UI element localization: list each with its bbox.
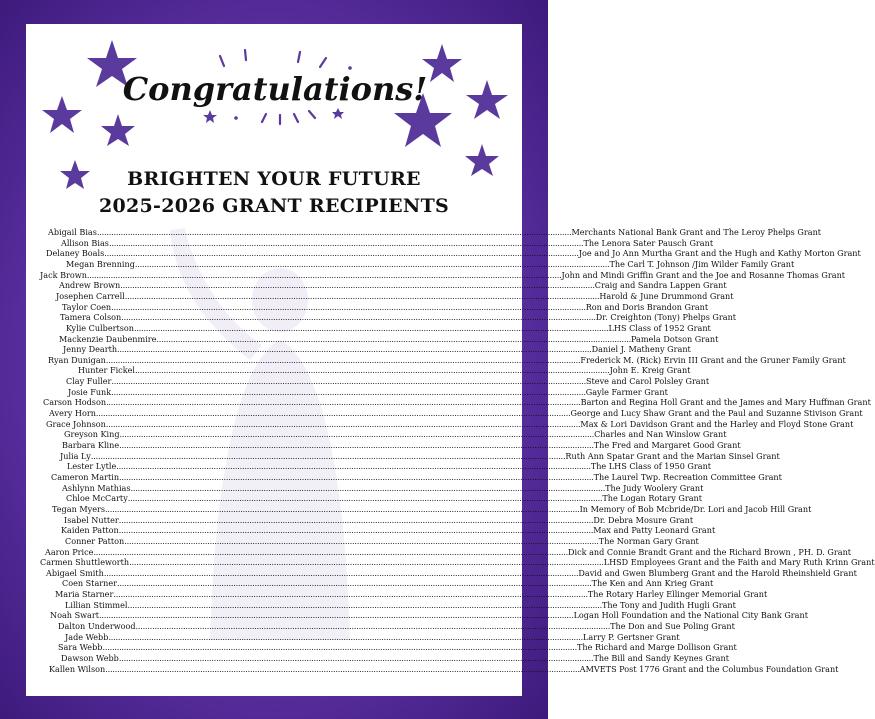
recipient-name: Abigael Smith xyxy=(46,567,104,578)
recipient-row xyxy=(62,301,709,313)
recipient-name: Andrew Brown xyxy=(59,280,121,291)
recipient-name: Coen Starner xyxy=(62,578,118,589)
recipient-row xyxy=(60,312,737,323)
recipient-name: Mackenzie Daubenmire xyxy=(59,333,157,344)
leader-dots: ........................................................................................................................................................................................................ xyxy=(105,354,581,365)
recipient-name: Kallen Wilson xyxy=(49,663,106,674)
recipient-row xyxy=(67,461,712,472)
grant-name: The Rotary Harley Ellinger Memorial Grant xyxy=(587,589,768,600)
recipient-name: Barbara Kline xyxy=(62,440,120,450)
grant-name: The LHS Class of 1950 Grant xyxy=(590,461,712,472)
grant-name: The Carl T. Johnson /Jim Wilder Family Grant xyxy=(609,258,795,269)
title-line-1: BRIGHTEN YOUR FUTURE xyxy=(127,168,421,190)
recipient-row xyxy=(64,429,727,440)
leader-dots: ........................................................................................................................................................................................................ xyxy=(104,248,579,259)
leader-dots: ........................................................................................................................................................................................................ xyxy=(105,663,580,674)
recipient-name: Carson Hodson xyxy=(43,397,107,408)
recipient-row xyxy=(59,333,719,345)
grant-name: AMVETS Post 1776 Grant and the Columbus Foundation Grant xyxy=(579,663,839,674)
grant-name: Ruth Ann Spatar Grant and the Marian Sinsel Grant xyxy=(565,450,780,461)
title-line-2: 2025-2026 GRANT RECIPIENTS xyxy=(98,195,450,217)
grant-name: Craig and Sandra Lappen Grant xyxy=(594,280,727,291)
recipient-row xyxy=(43,397,871,408)
leader-dots: ........................................................................................................................................................................................................ xyxy=(134,258,610,269)
grant-name: The Don and Sue Poling Grant xyxy=(610,621,735,632)
grant-name: In Memory of Bob Mcbride/Dr. Lori and Jacob Hill Grant xyxy=(579,503,812,514)
recipient-name: Aaron Price xyxy=(45,546,94,557)
recipient-name: Tamera Colson xyxy=(60,312,122,323)
leader-dots: ........................................................................................................................................................................................................ xyxy=(95,408,571,419)
leader-dots: ........................................................................................................................................................................................................ xyxy=(113,589,588,600)
leader-dots: ........................................................................................................................................................................................................ xyxy=(120,280,595,291)
leader-dots: ........................................................................................................................................................................................................ xyxy=(117,344,592,355)
star-icon xyxy=(466,80,508,119)
recipient-name: Chloe McCarty xyxy=(66,493,128,504)
leader-dots: ........................................................................................................................................................................................................ xyxy=(118,514,594,525)
recipient-row xyxy=(56,290,734,302)
leader-dots: ........................................................................................................................................................................................................ xyxy=(127,493,603,504)
leader-dots: ........................................................................................................................................................................................................ xyxy=(116,461,591,472)
recipient-row xyxy=(65,599,736,611)
leader-dots: ........................................................................................................................................................................................................ xyxy=(118,653,594,663)
recipient-name: Kylie Culbertson xyxy=(66,322,134,333)
recipient-name: Dawson Webb xyxy=(61,653,119,663)
recipient-row xyxy=(46,567,857,579)
grant-name: Barton and Regina Holl Grant and the James and Mary Huffman Grant xyxy=(580,397,871,408)
recipient-row xyxy=(65,631,680,643)
recipient-name: Conner Patton xyxy=(65,535,125,546)
leader-dots: ........................................................................................................................................................................................................ xyxy=(119,440,594,450)
recipient-row xyxy=(60,450,780,462)
recipient-row xyxy=(50,610,808,621)
star-icon xyxy=(101,114,135,146)
recipient-name: Kaiden Patton xyxy=(61,525,119,536)
leader-dots: ........................................................................................................................................................................................................ xyxy=(111,376,586,387)
grant-name: Gayle Farmer Grant xyxy=(585,386,668,397)
recipient-row xyxy=(66,493,703,504)
leader-dots: ........................................................................................................................................................................................................ xyxy=(111,386,586,397)
leader-dots: ........................................................................................................................................................................................................ xyxy=(90,450,566,461)
recipient-name: Hunter Fickel xyxy=(78,365,135,376)
grant-name: Merchants National Bank Grant and The Leroy Phelps Grant xyxy=(571,227,822,237)
leader-dots: ........................................................................................................................................................................................................ xyxy=(129,557,604,568)
grant-name: Max & Lori Davidson Grant and the Harley and Floyd Stone Grant xyxy=(580,418,854,429)
leader-dots: ........................................................................................................................................................................................................ xyxy=(106,397,581,408)
leader-dots: ........................................................................................................................................................................................................ xyxy=(135,365,610,376)
leader-dots: ........................................................................................................................................................................................................ xyxy=(99,610,574,621)
grant-name: Dick and Connie Brandt Grant and the Richard Brown , PH. D. Grant xyxy=(568,546,852,557)
leader-dots: ........................................................................................................................................................................................................ xyxy=(108,631,583,642)
recipient-name: Josephen Carrell xyxy=(56,290,125,301)
leader-dots: ........................................................................................................................................................................................................ xyxy=(124,290,600,301)
grant-name: The Ken and Ann Krieg Grant xyxy=(591,578,714,589)
grant-name: Harold & June Drummond Grant xyxy=(599,290,734,301)
star-icon xyxy=(422,44,462,82)
grant-name: Ron and Doris Brandon Grant xyxy=(585,301,709,312)
recipient-name: Lillian Stimmel xyxy=(65,599,128,610)
recipient-row xyxy=(40,557,875,568)
leader-dots: ........................................................................................................................................................................................................ xyxy=(119,471,594,482)
recipient-row xyxy=(58,642,737,653)
grant-name: The Norman Gary Grant xyxy=(598,535,699,546)
recipient-row xyxy=(49,408,863,419)
grant-name: The Lenora Sater Pausch Grant xyxy=(583,237,714,248)
recipient-row xyxy=(45,546,852,558)
grant-name: Max and Patty Leonard Grant xyxy=(593,525,716,536)
recipient-row xyxy=(62,482,704,494)
grant-name: John and Mindi Griffin Grant and the Joe and Rosanne Thomas Grant xyxy=(561,269,846,280)
recipient-row xyxy=(65,535,699,547)
leader-dots: ........................................................................................................................................................................................................ xyxy=(105,418,581,429)
recipient-row xyxy=(61,237,714,249)
recipient-name: Megan Brenning xyxy=(66,258,135,269)
recipient-row xyxy=(62,440,741,451)
recipient-name: Carmen Shuttleworth xyxy=(40,557,130,568)
banner-text: Congratulations! xyxy=(122,70,428,108)
recipient-row xyxy=(66,376,710,387)
recipient-row xyxy=(62,578,714,589)
leader-dots: ........................................................................................................................................................................................................ xyxy=(103,567,579,578)
recipient-name: Avery Horn xyxy=(49,408,96,419)
recipient-row xyxy=(40,269,846,281)
leader-dots: ........................................................................................................................................................................................................ xyxy=(108,237,584,248)
grant-name: Larry P. Gertsner Grant xyxy=(583,631,680,642)
leader-dots: ........................................................................................................................................................................................................ xyxy=(135,621,611,632)
recipient-name: Taylor Coen xyxy=(62,301,112,312)
grant-name: The Bill and Sandy Keynes Grant xyxy=(593,653,729,663)
congratulations-banner xyxy=(122,48,428,126)
recipient-name: Clay Fuller xyxy=(66,376,112,387)
grant-name: Dr. Debra Mosure Grant xyxy=(593,514,694,525)
recipient-name: Sara Webb xyxy=(58,642,103,653)
grant-name: The Laurel Twp. Recreation Committee Grant xyxy=(593,471,782,482)
star-icon xyxy=(42,96,82,133)
grant-name: Joe and Jo Ann Murtha Grant and the Hugh and Kathy Morton Grant xyxy=(578,248,861,259)
grant-name: Steve and Carol Polsley Grant xyxy=(585,376,710,387)
recipient-name: Delaney Boals xyxy=(46,248,105,259)
leader-dots: ........................................................................................................................................................................................................ xyxy=(133,322,609,333)
recipient-row xyxy=(63,344,691,355)
grant-name: Frederick M. (Rick) Ervin III Grant and the Gruner Family Grant xyxy=(580,354,846,365)
recipient-name: Ryan Dunigan xyxy=(48,354,106,365)
recipient-row xyxy=(61,525,716,536)
grant-name: Dr. Creighton (Tony) Phelps Grant xyxy=(595,312,737,323)
recipient-name: Isabel Nutter xyxy=(64,514,119,525)
grant-name: LHS Class of 1952 Grant xyxy=(608,322,711,333)
leader-dots: ........................................................................................................................................................................................................ xyxy=(118,525,594,536)
recipient-name: Abigail Bias xyxy=(48,227,97,237)
recipient-name: Ashlynn Mathias xyxy=(62,482,131,493)
grant-name: George and Lucy Shaw Grant and the Paul and Suzanne Stivison Grant xyxy=(570,408,863,419)
recipient-row xyxy=(59,280,727,291)
recipient-name: Greyson King xyxy=(64,429,120,440)
grant-name: Charles and Nan Winslow Grant xyxy=(594,429,727,440)
leader-dots: ........................................................................................................................................................................................................ xyxy=(105,503,580,514)
recipient-row xyxy=(68,386,668,398)
grant-name: The Judy Woolery Grant xyxy=(605,482,704,493)
recipient-row xyxy=(66,258,795,270)
leader-dots: ........................................................................................................................................................................................................ xyxy=(156,333,631,344)
recipient-name: Lester Lytle xyxy=(67,461,117,472)
recipient-name: Dalton Underwood xyxy=(58,621,136,632)
recipient-name: Jack Brown xyxy=(40,269,87,280)
recipient-row xyxy=(55,589,768,600)
recipient-name: Maria Starner xyxy=(55,589,114,600)
recipient-row xyxy=(48,354,846,366)
grant-name: LHSD Employees Grant and the Faith and Mary Ruth Krinn Grant xyxy=(603,557,875,568)
leader-dots: ........................................................................................................................................................................................................ xyxy=(86,269,562,280)
recipient-row xyxy=(46,418,854,430)
leader-dots: ........................................................................................................................................................................................................ xyxy=(93,546,568,557)
recipient-row xyxy=(48,227,822,238)
recipient-row xyxy=(58,621,735,632)
grant-name: The Logan Rotary Grant xyxy=(602,493,703,504)
recipient-name: Noah Swart xyxy=(50,610,99,621)
recipient-name: Jenny Dearth xyxy=(63,344,118,355)
leader-dots: ........................................................................................................................................................................................................ xyxy=(117,578,592,589)
grant-name: The Fred and Margaret Good Grant xyxy=(593,440,741,450)
leader-dots: ........................................................................................................................................................................................................ xyxy=(102,642,578,653)
recipient-row xyxy=(61,653,729,664)
recipient-name: Jade Webb xyxy=(65,631,109,642)
leader-dots: ........................................................................................................................................................................................................ xyxy=(130,482,606,493)
recipient-row xyxy=(64,514,694,526)
recipient-row xyxy=(66,322,711,334)
grant-name: The Tony and Judith Hugli Grant xyxy=(602,599,736,610)
recipient-row xyxy=(49,663,839,675)
leader-dots: ........................................................................................................................................................................................................ xyxy=(127,599,603,610)
recipient-row xyxy=(51,471,782,483)
leader-dots: ........................................................................................................................................................................................................ xyxy=(96,227,572,237)
leader-dots: ........................................................................................................................................................................................................ xyxy=(124,535,599,546)
recipient-name: Julia Ly xyxy=(60,450,91,461)
recipient-name: Tegan Myers xyxy=(52,503,106,514)
leader-dots: ........................................................................................................................................................................................................ xyxy=(121,312,596,323)
grant-name: John E. Kreig Grant xyxy=(609,365,691,376)
grant-name: Daniel J. Matheny Grant xyxy=(591,344,691,355)
grant-name: Pamela Dotson Grant xyxy=(630,333,719,344)
recipient-name: Josie Funk xyxy=(68,386,112,397)
recipient-name: Grace Johnson xyxy=(46,418,106,429)
recipient-name: Cameron Martin xyxy=(51,471,120,482)
recipient-row xyxy=(78,365,691,376)
recipient-row xyxy=(46,248,861,259)
grant-name: The Richard and Marge Dollison Grant xyxy=(577,642,737,653)
grant-name: David and Gwen Blumberg Grant and the Harold Rheinshield Grant xyxy=(578,567,857,578)
leader-dots: ........................................................................................................................................................................................................ xyxy=(111,301,586,312)
recipient-row xyxy=(52,503,812,515)
grant-name: Logan Holl Foundation and the National City Bank Grant xyxy=(573,610,808,621)
recipient-name: Allison Bias xyxy=(61,237,109,248)
leader-dots: ........................................................................................................................................................................................................ xyxy=(119,429,595,440)
